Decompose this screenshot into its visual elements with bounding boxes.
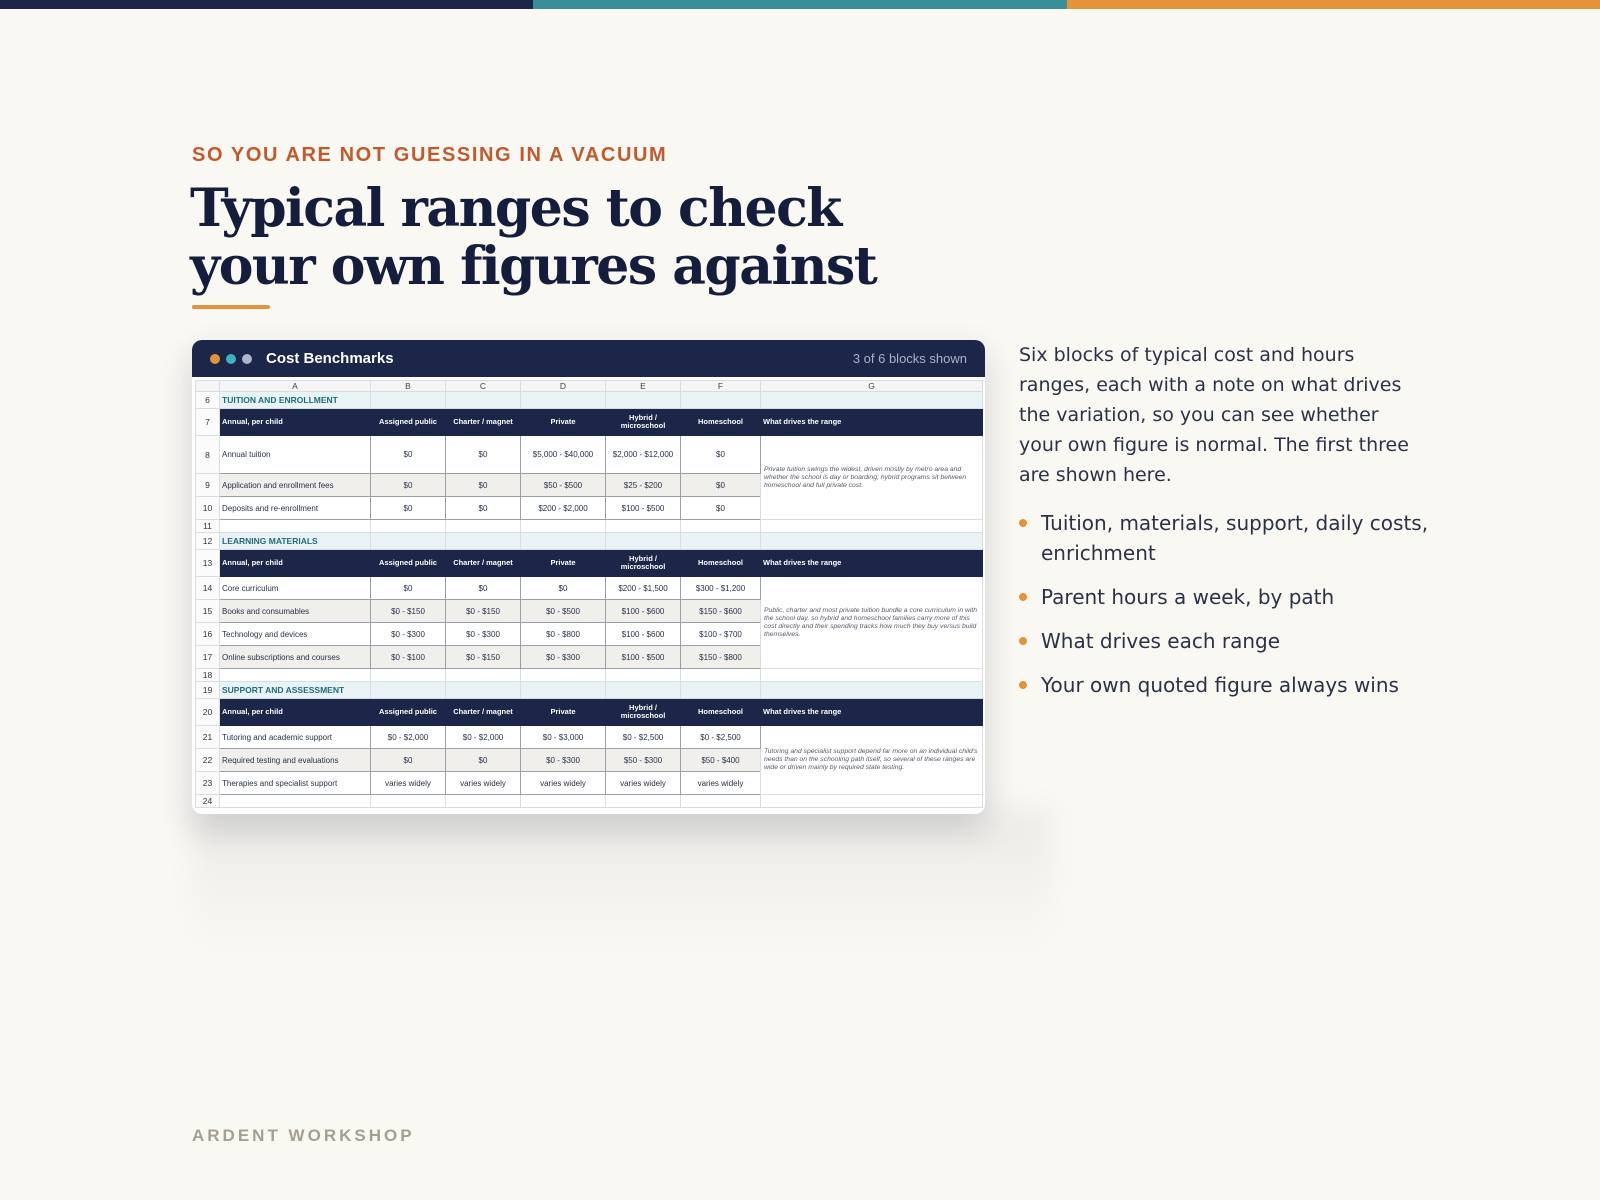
- value-cell[interactable]: $0 - $2,000: [446, 726, 521, 749]
- spreadsheet-window: [192, 340, 985, 814]
- value-cell[interactable]: varies widely: [681, 772, 761, 795]
- row-label-cell[interactable]: Required testing and evaluations: [220, 749, 371, 772]
- empty-row: [196, 669, 983, 682]
- empty-cell[interactable]: [220, 520, 371, 533]
- row-label-cell[interactable]: Application and enrollment fees: [220, 474, 371, 497]
- header-cell[interactable]: Hybrid / microschool: [606, 699, 681, 726]
- header-cell[interactable]: Assigned public: [371, 699, 446, 726]
- value-cell[interactable]: $0: [681, 474, 761, 497]
- value-cell[interactable]: $150 - $600: [681, 600, 761, 623]
- header-cell[interactable]: What drives the range: [761, 699, 983, 726]
- value-cell[interactable]: $0: [371, 577, 446, 600]
- value-cell[interactable]: $0: [446, 749, 521, 772]
- section-fill-cell[interactable]: [606, 392, 681, 409]
- section-fill-cell[interactable]: [761, 533, 983, 550]
- value-cell[interactable]: $0: [681, 436, 761, 474]
- empty-cell[interactable]: [761, 669, 983, 682]
- empty-cell[interactable]: [446, 795, 521, 808]
- header-cell[interactable]: What drives the range: [761, 409, 983, 436]
- value-cell[interactable]: varies widely: [606, 772, 681, 795]
- section-fill-cell[interactable]: [681, 682, 761, 699]
- empty-cell[interactable]: [521, 795, 606, 808]
- bullet-text: Your own quoted figure always wins: [1041, 673, 1399, 697]
- header-cell[interactable]: Homeschool: [681, 699, 761, 726]
- section-fill-cell[interactable]: [681, 392, 761, 409]
- row-number[interactable]: 7: [196, 409, 220, 436]
- empty-cell[interactable]: [371, 795, 446, 808]
- value-cell[interactable]: $0 - $500: [521, 600, 606, 623]
- header-cell[interactable]: Hybrid / microschool: [606, 409, 681, 436]
- header-cell[interactable]: What drives the range: [761, 550, 983, 577]
- value-cell[interactable]: $0 - $150: [446, 600, 521, 623]
- section-fill-cell[interactable]: [446, 682, 521, 699]
- row-number[interactable]: 6: [196, 392, 220, 409]
- section-fill-cell[interactable]: [371, 533, 446, 550]
- value-cell[interactable]: $0: [446, 436, 521, 474]
- value-cell[interactable]: $0: [371, 474, 446, 497]
- section-fill-cell[interactable]: [761, 392, 983, 409]
- row-label-cell[interactable]: Tutoring and academic support: [220, 726, 371, 749]
- value-cell[interactable]: $0: [681, 497, 761, 520]
- section-title-cell[interactable]: TUITION AND ENROLLMENT: [220, 392, 371, 409]
- column-letter-g[interactable]: G: [761, 381, 983, 392]
- section-fill-cell[interactable]: [761, 682, 983, 699]
- bullet-text: What drives each range: [1041, 629, 1281, 653]
- eyebrow: SO YOU ARE NOT GUESSING IN A VACUUM: [192, 144, 668, 166]
- bullet-text: Parent hours a week, by path: [1041, 585, 1335, 609]
- bullet-dot-icon: [1019, 593, 1027, 601]
- header-cell[interactable]: Annual, per child: [220, 699, 371, 726]
- section-fill-cell[interactable]: [371, 392, 446, 409]
- row-label-cell[interactable]: Books and consumables: [220, 600, 371, 623]
- value-cell[interactable]: $0: [371, 497, 446, 520]
- page-title: [190, 180, 1090, 296]
- row-label-cell[interactable]: Technology and devices: [220, 623, 371, 646]
- value-cell[interactable]: $50 - $400: [681, 749, 761, 772]
- value-cell[interactable]: $0 - $2,000: [371, 726, 446, 749]
- value-cell[interactable]: $0 - $300: [371, 623, 446, 646]
- empty-cell[interactable]: [761, 520, 983, 533]
- value-cell[interactable]: $100 - $500: [606, 646, 681, 669]
- brand-footer: ARDENT WORKSHOP: [192, 1126, 415, 1145]
- value-cell[interactable]: $0: [446, 577, 521, 600]
- row-number[interactable]: 17: [196, 646, 220, 669]
- row-label-cell[interactable]: Online subscriptions and courses: [220, 646, 371, 669]
- range-note-cell[interactable]: Public, charter and most private tuition bundle a core curriculum in with the school day, so hybrid and homeschool families carry more of this cost directly and their spending tracks how much they buy versus build themselves.: [761, 577, 983, 669]
- corner-cell[interactable]: [196, 381, 220, 392]
- value-cell[interactable]: $0 - $150: [446, 646, 521, 669]
- section-row: [196, 682, 983, 699]
- value-cell[interactable]: $0 - $100: [371, 646, 446, 669]
- value-cell[interactable]: $200 - $2,000: [521, 497, 606, 520]
- row-number[interactable]: 14: [196, 577, 220, 600]
- benchmark-table: [195, 380, 983, 808]
- accent-segment-orange: [1067, 0, 1600, 9]
- value-cell[interactable]: varies widely: [371, 772, 446, 795]
- empty-cell[interactable]: [606, 520, 681, 533]
- intro-text: Six blocks of typical cost and hours ranges, each with a note on what drives the variation, so you can see whether your own figure is normal. The first three are shown here.: [1019, 344, 1409, 486]
- range-note-cell[interactable]: Tutoring and specialist support depend far more on an individual child's needs than on the schooling path itself, so several of these ranges are wide or driven mainly by required state testing.: [761, 726, 983, 795]
- header-cell[interactable]: Charter / magnet: [446, 699, 521, 726]
- section-fill-cell[interactable]: [521, 392, 606, 409]
- column-letter-d[interactable]: D: [521, 381, 606, 392]
- row-label-cell[interactable]: Annual tuition: [220, 436, 371, 474]
- row-number[interactable]: 15: [196, 600, 220, 623]
- value-cell[interactable]: $5,000 - $40,000: [521, 436, 606, 474]
- section-fill-cell[interactable]: [371, 682, 446, 699]
- value-cell[interactable]: $100 - $600: [606, 600, 681, 623]
- value-cell[interactable]: $100 - $600: [606, 623, 681, 646]
- window-titlebar: [192, 340, 985, 377]
- empty-cell[interactable]: [761, 795, 983, 808]
- value-cell[interactable]: $50 - $500: [521, 474, 606, 497]
- value-cell[interactable]: $0: [446, 497, 521, 520]
- section-fill-cell[interactable]: [521, 533, 606, 550]
- header-cell[interactable]: Hybrid / microschool: [606, 550, 681, 577]
- value-cell[interactable]: $100 - $500: [606, 497, 681, 520]
- column-letter-b[interactable]: B: [371, 381, 446, 392]
- row-number[interactable]: 9: [196, 474, 220, 497]
- value-cell[interactable]: $0: [446, 474, 521, 497]
- value-cell[interactable]: $0 - $300: [521, 749, 606, 772]
- header-cell[interactable]: Annual, per child: [220, 550, 371, 577]
- bullet-dot-icon: [1019, 681, 1027, 689]
- header-cell[interactable]: Charter / magnet: [446, 550, 521, 577]
- bullet-item: [1019, 582, 1439, 612]
- section-row: [196, 533, 983, 550]
- window-dot-teal: [226, 354, 236, 364]
- bullet-dot-icon: [1019, 519, 1027, 527]
- value-cell[interactable]: $50 - $300: [606, 749, 681, 772]
- window-shadow: [192, 810, 1052, 950]
- bullet-dot-icon: [1019, 637, 1027, 645]
- bullet-item: [1019, 670, 1439, 700]
- table-row: [196, 436, 983, 474]
- section-title-cell[interactable]: LEARNING MATERIALS: [220, 533, 371, 550]
- row-number[interactable]: 22: [196, 749, 220, 772]
- top-accent-bar: [0, 0, 1600, 9]
- row-number[interactable]: 12: [196, 533, 220, 550]
- empty-cell[interactable]: [681, 520, 761, 533]
- value-cell[interactable]: $0 - $300: [446, 623, 521, 646]
- section-row: [196, 392, 983, 409]
- value-cell[interactable]: $0: [371, 749, 446, 772]
- column-letter-e[interactable]: E: [606, 381, 681, 392]
- row-number[interactable]: 8: [196, 436, 220, 474]
- row-label-cell[interactable]: Deposits and re-enrollment: [220, 497, 371, 520]
- row-number[interactable]: 19: [196, 682, 220, 699]
- value-cell[interactable]: $150 - $800: [681, 646, 761, 669]
- row-number[interactable]: 16: [196, 623, 220, 646]
- bullet-item: [1019, 626, 1439, 656]
- section-fill-cell[interactable]: [606, 533, 681, 550]
- section-fill-cell[interactable]: [521, 682, 606, 699]
- empty-cell[interactable]: [371, 669, 446, 682]
- blocks-count: 3 of 6 blocks shown: [852, 351, 967, 366]
- block-header-row: [196, 699, 983, 726]
- value-cell[interactable]: $300 - $1,200: [681, 577, 761, 600]
- section-fill-cell[interactable]: [446, 392, 521, 409]
- empty-cell[interactable]: [681, 669, 761, 682]
- row-number[interactable]: 10: [196, 497, 220, 520]
- row-number[interactable]: 18: [196, 669, 220, 682]
- section-fill-cell[interactable]: [446, 533, 521, 550]
- block-header-row: [196, 409, 983, 436]
- value-cell[interactable]: $0 - $3,000: [521, 726, 606, 749]
- empty-cell[interactable]: [606, 669, 681, 682]
- spreadsheet-grid[interactable]: [195, 380, 982, 808]
- value-cell[interactable]: varies widely: [521, 772, 606, 795]
- value-cell[interactable]: $100 - $700: [681, 623, 761, 646]
- row-number[interactable]: 20: [196, 699, 220, 726]
- bullet-text: Tuition, materials, support, daily costs, enrichment: [1041, 511, 1429, 565]
- header-cell[interactable]: Private: [521, 699, 606, 726]
- header-cell[interactable]: Homeschool: [681, 409, 761, 436]
- column-letter-f[interactable]: F: [681, 381, 761, 392]
- section-fill-cell[interactable]: [606, 682, 681, 699]
- empty-cell[interactable]: [220, 669, 371, 682]
- title-line-1: Typical ranges to check: [190, 178, 841, 239]
- empty-cell[interactable]: [681, 795, 761, 808]
- accent-segment-teal: [533, 0, 1066, 9]
- row-label-cell[interactable]: Therapies and specialist support: [220, 772, 371, 795]
- empty-cell[interactable]: [521, 520, 606, 533]
- section-title-cell[interactable]: SUPPORT AND ASSESSMENT: [220, 682, 371, 699]
- title-underline: [192, 305, 270, 309]
- window-dot-lavender: [242, 354, 252, 364]
- empty-cell[interactable]: [446, 520, 521, 533]
- value-cell[interactable]: $0 - $150: [371, 600, 446, 623]
- range-note-cell[interactable]: Private tuition swings the widest, driven mostly by metro area and whether the school is day or boarding; hybrid programs sit between homeschool and full private cost.: [761, 436, 983, 520]
- header-cell[interactable]: Annual, per child: [220, 409, 371, 436]
- accent-segment-navy: [0, 0, 533, 9]
- value-cell[interactable]: $0 - $2,500: [681, 726, 761, 749]
- empty-cell[interactable]: [521, 669, 606, 682]
- value-cell[interactable]: varies widely: [446, 772, 521, 795]
- window-dot-orange: [210, 354, 220, 364]
- empty-row: [196, 795, 983, 808]
- row-number[interactable]: 24: [196, 795, 220, 808]
- block-header-row: [196, 550, 983, 577]
- value-cell[interactable]: $0 - $800: [521, 623, 606, 646]
- header-cell[interactable]: Private: [521, 409, 606, 436]
- header-cell[interactable]: Charter / magnet: [446, 409, 521, 436]
- value-cell[interactable]: $0: [521, 577, 606, 600]
- empty-row: [196, 520, 983, 533]
- header-cell[interactable]: Private: [521, 550, 606, 577]
- column-letter-c[interactable]: C: [446, 381, 521, 392]
- row-label-cell[interactable]: Core curriculum: [220, 577, 371, 600]
- empty-cell[interactable]: [606, 795, 681, 808]
- feature-list: [1019, 508, 1439, 714]
- value-cell[interactable]: $0 - $300: [521, 646, 606, 669]
- bullet-item: [1019, 508, 1439, 568]
- value-cell[interactable]: $200 - $1,500: [606, 577, 681, 600]
- empty-cell[interactable]: [446, 669, 521, 682]
- value-cell[interactable]: $2,000 - $12,000: [606, 436, 681, 474]
- row-number[interactable]: 11: [196, 520, 220, 533]
- header-cell[interactable]: Assigned public: [371, 550, 446, 577]
- title-line-2: your own figures against: [190, 236, 877, 297]
- empty-cell[interactable]: [371, 520, 446, 533]
- column-letter-a[interactable]: A: [220, 381, 371, 392]
- value-cell[interactable]: $0 - $2,500: [606, 726, 681, 749]
- value-cell[interactable]: $0: [371, 436, 446, 474]
- value-cell[interactable]: $25 - $200: [606, 474, 681, 497]
- window-title: Cost Benchmarks: [266, 350, 394, 367]
- row-number[interactable]: 23: [196, 772, 220, 795]
- row-number[interactable]: 21: [196, 726, 220, 749]
- header-cell[interactable]: Assigned public: [371, 409, 446, 436]
- row-number[interactable]: 13: [196, 550, 220, 577]
- empty-cell[interactable]: [220, 795, 371, 808]
- header-cell[interactable]: Homeschool: [681, 550, 761, 577]
- column-header-row: [196, 381, 983, 392]
- table-row: [196, 726, 983, 749]
- section-fill-cell[interactable]: [681, 533, 761, 550]
- table-row: [196, 577, 983, 600]
